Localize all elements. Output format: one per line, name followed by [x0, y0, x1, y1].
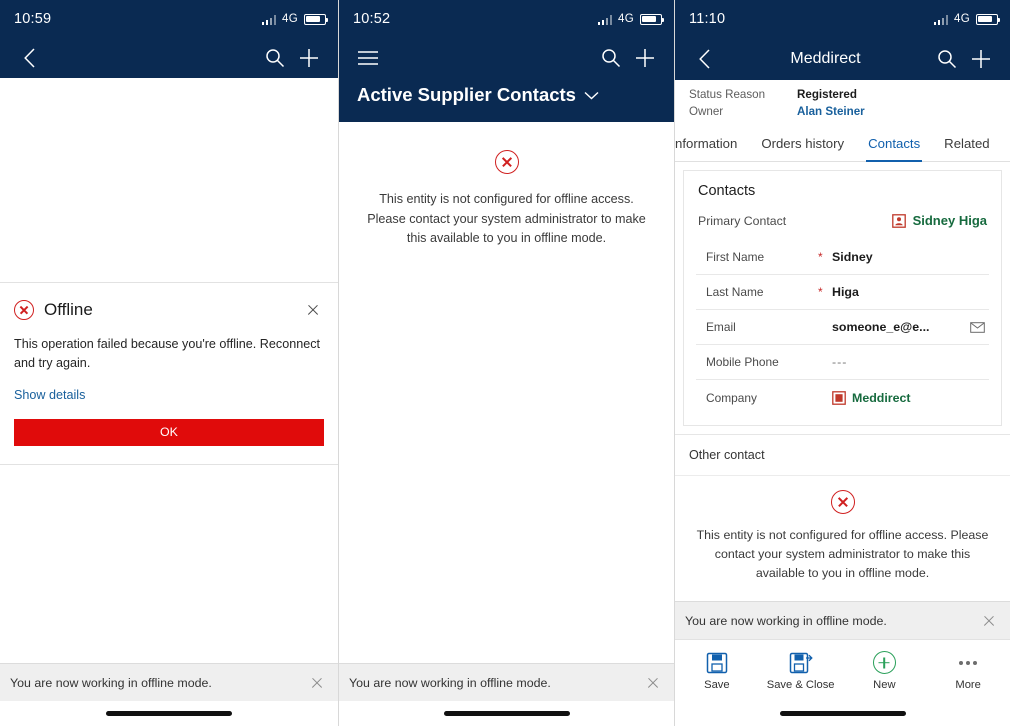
primary-contact-label: Primary Contact [698, 213, 787, 228]
field-value: Sidney [832, 250, 873, 264]
empty-area-below-dialog [0, 465, 338, 665]
back-button[interactable] [687, 42, 721, 76]
offline-banner-text: You are now working in offline mode. [10, 675, 212, 690]
offline-mode-banner [339, 663, 674, 701]
chevron-left-icon [23, 48, 36, 68]
menu-button[interactable] [351, 41, 385, 75]
error-circle-icon [495, 150, 519, 174]
plus-icon [299, 48, 319, 68]
offline-mode-banner [675, 601, 1010, 639]
tab-contacts[interactable]: Contacts [856, 126, 932, 161]
offline-banner-close-button[interactable] [978, 610, 1000, 632]
show-details-link[interactable]: Show details [14, 387, 86, 402]
status-bar [675, 0, 1010, 38]
view-selector[interactable] [339, 78, 674, 122]
dialog-title: Offline [44, 300, 93, 319]
form-tabs [675, 126, 1010, 162]
command-label: More [955, 678, 981, 691]
hamburger-menu-icon [357, 50, 379, 66]
search-button[interactable] [930, 42, 964, 76]
add-button[interactable] [628, 41, 662, 75]
dialog-message: This operation failed because you're offline. Reconnect and try again. [14, 337, 321, 370]
primary-contact-row [684, 209, 1001, 240]
offline-entity-notice-text: This entity is not configured for offline access. Please contact your system administrator to make this available to you in offline mode. [367, 192, 646, 246]
header-field-value-owner[interactable]: Alan Steiner [797, 105, 865, 118]
home-indicator[interactable] [780, 711, 906, 716]
new-button[interactable] [843, 651, 927, 691]
field-label: First Name [706, 250, 765, 264]
record-title: Meddirect [790, 50, 861, 67]
signal-icon [598, 14, 613, 25]
envelope-icon[interactable] [970, 322, 985, 333]
header-field-value: Registered [797, 88, 857, 101]
app-nav-bar [675, 38, 1010, 80]
offline-entity-notice [339, 122, 674, 249]
error-circle-icon [831, 490, 855, 514]
network-type-label: 4G [282, 13, 298, 25]
command-label: Save & Close [766, 678, 835, 691]
status-bar [339, 0, 674, 38]
tab-related[interactable]: Related [944, 136, 990, 151]
contact-record-icon [892, 214, 906, 228]
field-label: Company [706, 390, 757, 405]
field-company[interactable] [696, 380, 989, 415]
plus-icon [635, 48, 655, 68]
header-field-row [675, 103, 1010, 120]
field-label: Email [706, 320, 736, 334]
screen-offline-dialog [0, 0, 338, 726]
home-indicator[interactable] [106, 711, 232, 716]
field-last-name[interactable] [696, 275, 989, 310]
chevron-down-icon [584, 91, 599, 100]
dialog-close-button[interactable] [302, 299, 324, 321]
offline-banner-text: You are now working in offline mode. [685, 613, 887, 628]
offline-banner-text: You are now working in offline mode. [349, 675, 551, 690]
field-value: Higa [832, 285, 859, 299]
screen-supplier-contacts-list [338, 0, 674, 726]
plus-icon [971, 49, 991, 69]
network-type-label: 4G [618, 13, 634, 25]
view-title: Active Supplier Contacts [357, 84, 576, 105]
home-indicator-area [675, 701, 1010, 726]
command-bar [675, 639, 1010, 701]
offline-entity-notice [675, 476, 1010, 605]
empty-form-area [0, 78, 338, 282]
screen-account-contacts [674, 0, 1010, 726]
save-button[interactable] [675, 651, 759, 691]
search-button[interactable] [594, 41, 628, 75]
search-icon [601, 48, 621, 68]
more-button[interactable] [926, 651, 1010, 691]
field-value: --- [832, 355, 848, 369]
save-icon [706, 651, 728, 675]
contact-fields [696, 240, 989, 415]
other-contact-section-header: Other contact [675, 434, 1010, 476]
battery-icon [304, 14, 326, 25]
field-first-name[interactable] [696, 240, 989, 275]
back-button[interactable] [12, 41, 46, 75]
primary-contact-name: Sidney Higa [912, 213, 987, 228]
field-label: Last Name [706, 285, 764, 299]
contacts-card [683, 170, 1002, 426]
battery-icon [976, 14, 998, 25]
signal-icon [262, 14, 277, 25]
search-icon [937, 49, 957, 69]
tab-information[interactable]: nformation [675, 136, 738, 151]
home-indicator-area [0, 701, 338, 726]
header-field-row [675, 86, 1010, 103]
offline-error-dialog [0, 282, 338, 465]
save-and-close-icon [789, 651, 813, 675]
more-dots-icon [959, 651, 977, 675]
field-label: Mobile Phone [706, 355, 779, 369]
ok-button[interactable]: OK [14, 419, 324, 446]
home-indicator-area [339, 701, 674, 726]
app-nav-bar [0, 38, 338, 78]
signal-icon [934, 14, 949, 25]
network-type-label: 4G [954, 13, 970, 25]
offline-banner-close-button[interactable] [642, 672, 664, 694]
status-clock: 10:59 [14, 11, 52, 27]
header-field-label: Status Reason [689, 88, 766, 101]
search-icon [265, 48, 285, 68]
chevron-left-icon [698, 49, 711, 69]
contacts-card-title: Contacts [698, 183, 756, 199]
field-mobile-phone[interactable] [696, 345, 989, 380]
error-circle-icon [14, 300, 34, 320]
primary-contact-value[interactable] [892, 213, 987, 228]
save-and-close-button[interactable] [759, 651, 843, 691]
account-record-icon [832, 391, 846, 405]
field-email[interactable] [696, 310, 989, 345]
app-nav-bar [339, 38, 674, 78]
required-marker: * [818, 250, 823, 264]
add-button[interactable] [292, 41, 326, 75]
search-button[interactable] [258, 41, 292, 75]
status-clock: 10:52 [353, 11, 391, 27]
field-value-company[interactable] [832, 391, 985, 405]
home-indicator[interactable] [444, 711, 570, 716]
required-marker: * [818, 285, 823, 299]
command-label: New [873, 678, 896, 691]
record-header-fields [675, 80, 1010, 126]
offline-entity-notice-text: This entity is not configured for offline access. Please contact your system administrator to make this available to you in offline mode. [696, 528, 989, 581]
command-label: Save [704, 678, 730, 691]
status-clock: 11:10 [689, 11, 726, 27]
plus-circle-icon [873, 651, 896, 675]
status-bar [0, 0, 338, 38]
field-value: someone_e@e... [832, 320, 930, 334]
battery-icon [640, 14, 662, 25]
offline-banner-close-button[interactable] [306, 672, 328, 694]
header-field-label: Owner [689, 105, 724, 118]
add-button[interactable] [964, 42, 998, 76]
tab-orders-history[interactable]: Orders history [761, 136, 845, 151]
company-name: Meddirect [852, 390, 911, 405]
offline-mode-banner [0, 663, 338, 701]
